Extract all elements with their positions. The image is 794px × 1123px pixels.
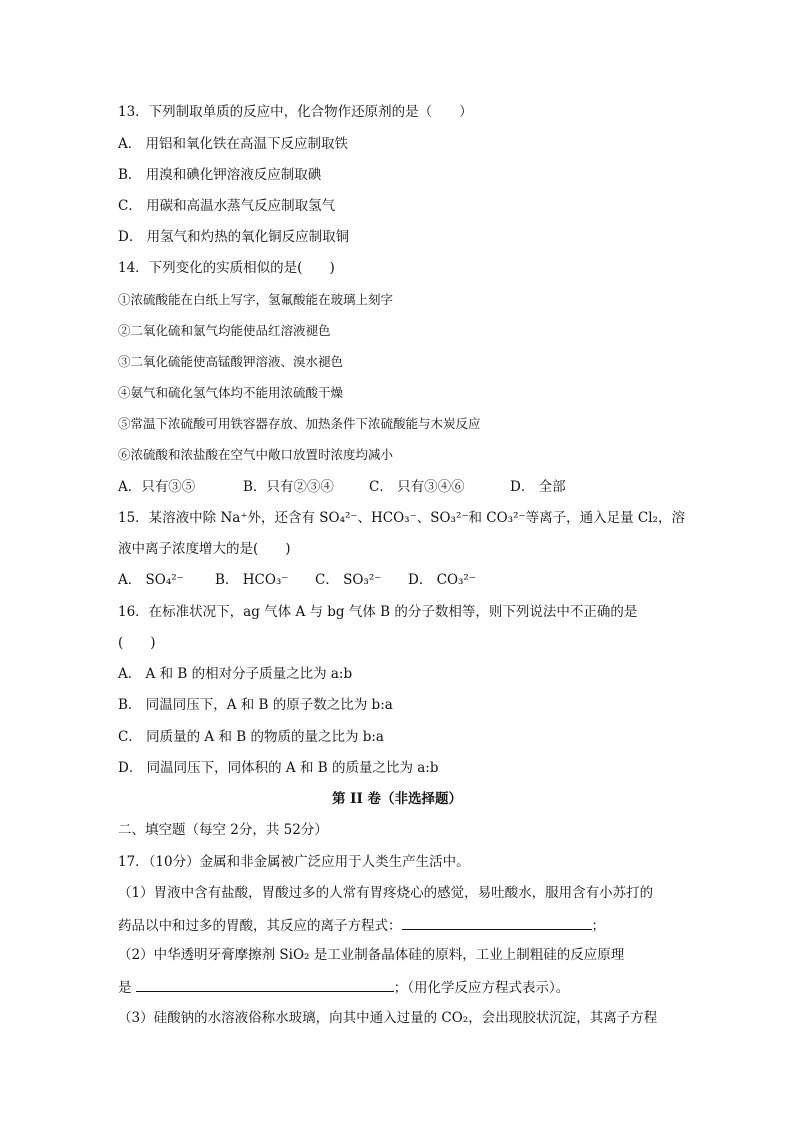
q14-item-4: ④氨气和硫化氢气体均不能用浓硫酸干燥: [118, 385, 344, 400]
q17-stem: 17．（10分）金属和非金属被广泛应用于人类生产生活中。: [118, 854, 470, 870]
q14-stem: 14．下列变化的实质相似的是( ): [118, 260, 335, 276]
q14-option-b: B．只有②③④: [243, 479, 334, 495]
q13-option-d: D． 用氢气和灼热的氧化铜反应制取铜: [118, 229, 350, 245]
q13-stem: 13．下列制取单质的反应中，化合物作还原剂的是（ ）: [118, 104, 473, 120]
q13-option-b: B． 用溴和碘化钾溶液反应制取碘: [118, 167, 322, 183]
q15-options: [118, 571, 476, 589]
q14-item-5: ⑤常温下浓硫酸可用铁容器存放、加热条件下浓硫酸能与木炭反应: [118, 416, 481, 431]
q17-part2-text: 是: [118, 980, 132, 996]
q15-stem-line1: 15．某溶液中除 Na⁺外，还含有 SO₄²⁻、HCO₃⁻、SO₃²⁻和 CO₃²⁻等离子，通入足量 Cl₂，溶: [118, 510, 685, 526]
q14-options: [118, 478, 566, 496]
q14-item-3: ③二氧化硫能使高锰酸钾溶液、溴水褪色: [118, 354, 344, 369]
q16-option-a: A． A 和 B 的相对分子质量之比为 a:b: [118, 666, 353, 682]
q13-option-a: A． 用铝和氧化铁在高温下反应制取铁: [118, 136, 349, 152]
answer-blank-1[interactable]: [402, 915, 592, 930]
q17-part1-line2: [118, 915, 605, 935]
q16-option-d: D． 同温同压下，同体积的 A 和 B 的质量之比为 a:b: [118, 760, 439, 776]
q17-part2-line2: [118, 977, 569, 997]
q13-option-c: C． 用碳和高温水蒸气反应制取氢气: [118, 198, 336, 214]
q16-stem-line2: ( ): [118, 635, 156, 651]
q15-option-d: D． CO₃²⁻: [408, 572, 476, 588]
q17-part1-end: ；: [591, 918, 605, 934]
q17-part3-line1: （3）硅酸钠的水溶液俗称水玻璃，向其中通入过量的 CO₂，会出现胶状沉淀，其离子方程: [118, 1010, 658, 1026]
q16-option-c: C． 同质量的 A 和 B 的物质的量之比为 b:a: [118, 729, 384, 745]
q15-option-b: B． HCO₃⁻: [215, 572, 289, 588]
q15-stem-line2: 液中离子浓度增大的是( ): [118, 541, 291, 557]
q14-item-1: ①浓硫酸能在白纸上写字，氢氟酸能在玻璃上刻字: [118, 292, 394, 307]
q17-part2-line1: （2）中华透明牙膏摩擦剂 SiO₂ 是工业制备晶体硅的原料，工业上制粗硅的反应原理: [118, 947, 625, 963]
section-heading: 二、填空题（每空 2分，共 52分）: [118, 822, 328, 838]
q14-item-6: ⑥浓硫酸和浓盐酸在空气中敞口放置时浓度均减小: [118, 447, 394, 462]
q17-part1-text: 药品以中和过多的胃酸，其反应的离子方程式：: [118, 918, 402, 934]
q14-option-d: D． 全部: [510, 479, 566, 495]
q17-part1-line1: （1）胃液中含有盐酸，胃酸过多的人常有胃疼烧心的感觉，易吐酸水，服用含有小苏打的: [118, 885, 654, 901]
answer-blank-2[interactable]: [136, 977, 394, 992]
q14-option-c: C． 只有③④⑥: [369, 479, 465, 495]
q14-option-a: A．只有③⑤: [118, 479, 196, 495]
q15-option-a: A． SO₄²⁻: [118, 572, 184, 588]
q16-stem-line1: 16．在标准状况下，ag 气体 A 与 bg 气体 B 的分子数相等，则下列说法中不正确的是: [118, 604, 638, 620]
q14-item-2: ②二氧化硫和氯气均能使品红溶液褪色: [118, 323, 331, 338]
q16-option-b: B． 同温同压下，A 和 B 的原子数之比为 b:a: [118, 697, 393, 713]
part2-title: 第 II 卷（非选择题）: [331, 791, 463, 807]
q15-option-c: C． SO₃²⁻: [315, 572, 382, 588]
q17-part2-end: ；（用化学反应方程式表示）。: [393, 980, 570, 996]
